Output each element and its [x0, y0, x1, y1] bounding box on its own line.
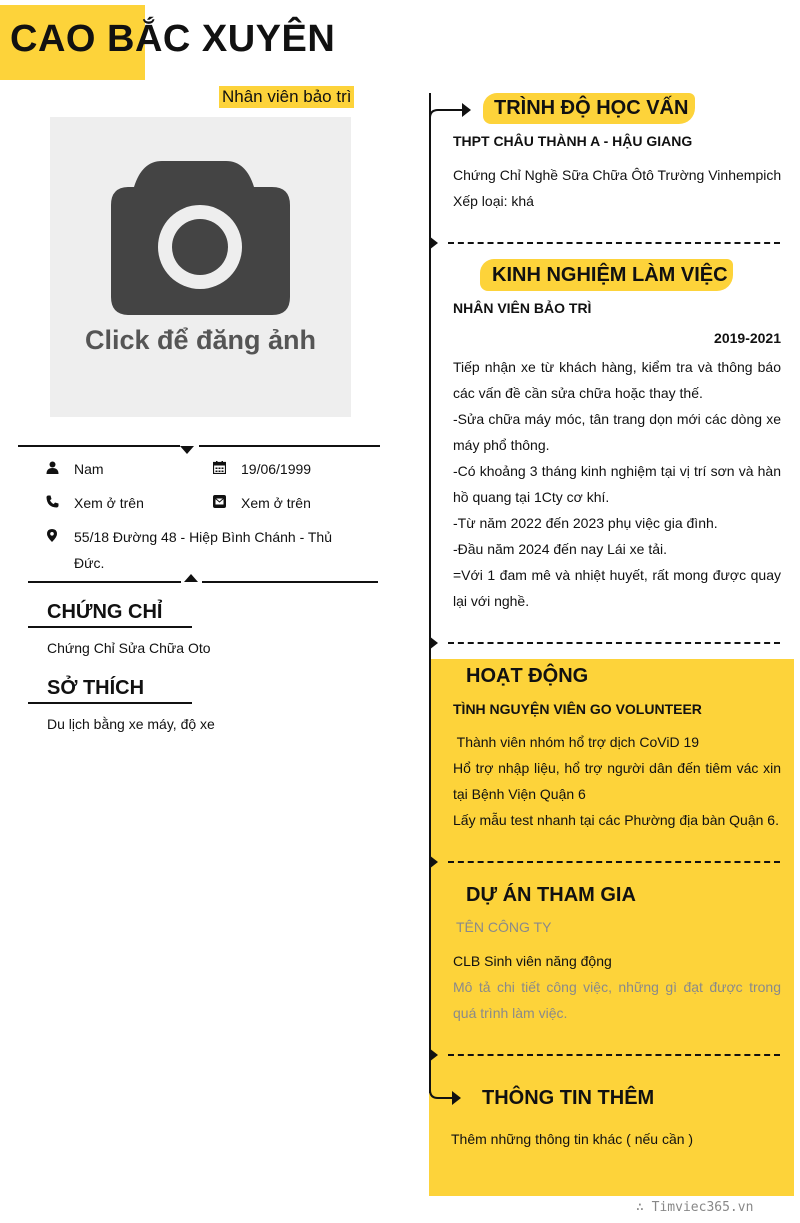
envelope-icon [213, 495, 226, 508]
address-line-2[interactable]: Đức. [74, 555, 105, 571]
candidate-name[interactable]: CAO BẮC XUYÊN [10, 18, 336, 60]
certificates-underline [28, 626, 192, 628]
projects-title[interactable]: DỰ ÁN THAM GIA [466, 884, 636, 906]
watermark: ∴ Timviec365.vn [636, 1200, 754, 1215]
photo-upload-label[interactable]: Click để đăng ảnh [84, 325, 317, 355]
projects-company[interactable]: TÊN CÔNG TY [456, 919, 552, 935]
user-icon [46, 461, 59, 474]
certificates-text[interactable]: Chứng Chỉ Sửa Chữa Oto [47, 640, 211, 656]
gender-value[interactable]: Nam [74, 461, 104, 477]
arrow-right-icon [429, 1072, 463, 1112]
experience-position[interactable]: NHÂN VIÊN BẢO TRÌ [453, 300, 592, 316]
hobbies-title[interactable]: SỞ THÍCH [47, 677, 145, 699]
calendar-icon [213, 461, 226, 474]
info-bottom-divider-left [28, 581, 181, 583]
map-marker-icon [47, 529, 57, 542]
phone-value[interactable]: Xem ở trên [74, 495, 144, 511]
section-divider [448, 642, 780, 644]
hobbies-text[interactable]: Du lịch bằng xe máy, độ xe [47, 716, 215, 732]
experience-period[interactable]: 2019-2021 [714, 330, 781, 346]
experience-line: -Có khoảng 3 tháng kinh nghiệm tại vị trí sơn và hàn hồ quang tại 1Cty cơ khí. [453, 463, 781, 505]
certificates-title[interactable]: CHỨNG CHỈ [47, 601, 163, 623]
job-title[interactable]: Nhân viên bảo trì [219, 86, 354, 108]
info-top-divider-right [199, 445, 380, 447]
activities-title[interactable]: HOẠT ĐỘNG [466, 665, 589, 687]
section-divider [448, 242, 780, 244]
info-bottom-divider-right [202, 581, 378, 583]
activities-org[interactable]: TÌNH NGUYỆN VIÊN GO VOLUNTEER [453, 701, 702, 717]
camera-icon [50, 117, 351, 417]
more-info-text[interactable]: Thêm những thông tin khác ( nếu cần ) [451, 1131, 694, 1147]
timeline-marker [429, 636, 438, 650]
activities-description[interactable] [453, 729, 781, 833]
section-divider [448, 861, 780, 863]
education-line-2[interactable]: Xếp loại: khá [453, 193, 534, 209]
more-info-title[interactable]: THÔNG TIN THÊM [482, 1087, 655, 1109]
projects-name[interactable]: CLB Sinh viên năng động [453, 953, 612, 969]
address-line-1[interactable]: 55/18 Đường 48 - Hiệp Bình Chánh - Thủ [74, 529, 333, 545]
education-title[interactable]: TRÌNH ĐỘ HỌC VẤN [494, 97, 689, 119]
experience-line: =Với 1 đam mê và nhiệt huyết, rất mong được quay lại với nghề. [453, 567, 781, 609]
section-divider [448, 1054, 780, 1056]
timeline-marker [429, 855, 438, 869]
activities-line: Thành viên nhóm hổ trợ dịch CoViD 19 [453, 734, 700, 750]
experience-line: -Từ năm 2022 đến 2023 phụ việc gia đình. [453, 515, 718, 531]
experience-line: -Sửa chữa máy móc, tân trang dọn mới các dòng xe máy phổ thông. [453, 411, 781, 453]
experience-line: Tiếp nhận xe từ khách hàng, kiểm tra và thông báo các vấn đề cần sửa chữa hoặc thay thế. [453, 359, 781, 401]
info-top-divider-left [18, 445, 180, 447]
experience-line: -Đầu năm 2024 đến nay Lái xe tải. [453, 541, 668, 557]
arrow-right-icon [429, 98, 473, 122]
timeline-marker [429, 1048, 438, 1062]
experience-description[interactable] [453, 354, 781, 614]
divider-arrow-down [180, 446, 194, 454]
photo-upload[interactable] [50, 117, 351, 417]
education-school[interactable]: THPT CHÂU THÀNH A - HẬU GIANG [453, 133, 693, 149]
activities-line: Hổ trợ nhập liệu, hổ trợ người dân đến tiêm vác xin tại Bệnh Viện Quận 6 [453, 760, 781, 802]
email-value[interactable]: Xem ở trên [241, 495, 311, 511]
timeline-marker [429, 236, 438, 250]
divider-arrow-up [184, 574, 198, 582]
activities-line: Lấy mẫu test nhanh tại các Phường địa bàn Quận 6. [453, 812, 779, 828]
birthday-value[interactable]: 19/06/1999 [241, 461, 312, 477]
experience-title[interactable]: KINH NGHIỆM LÀM VIỆC [492, 264, 728, 286]
phone-icon [46, 495, 59, 508]
hobbies-underline [28, 702, 192, 704]
education-line-1[interactable]: Chứng Chỉ Nghề Sữa Chữa Ôtô Trường Vinhempich [453, 167, 782, 183]
projects-description[interactable]: Mô tả chi tiết công việc, những gì đạt được trong quá trình làm việc. [453, 979, 781, 1021]
